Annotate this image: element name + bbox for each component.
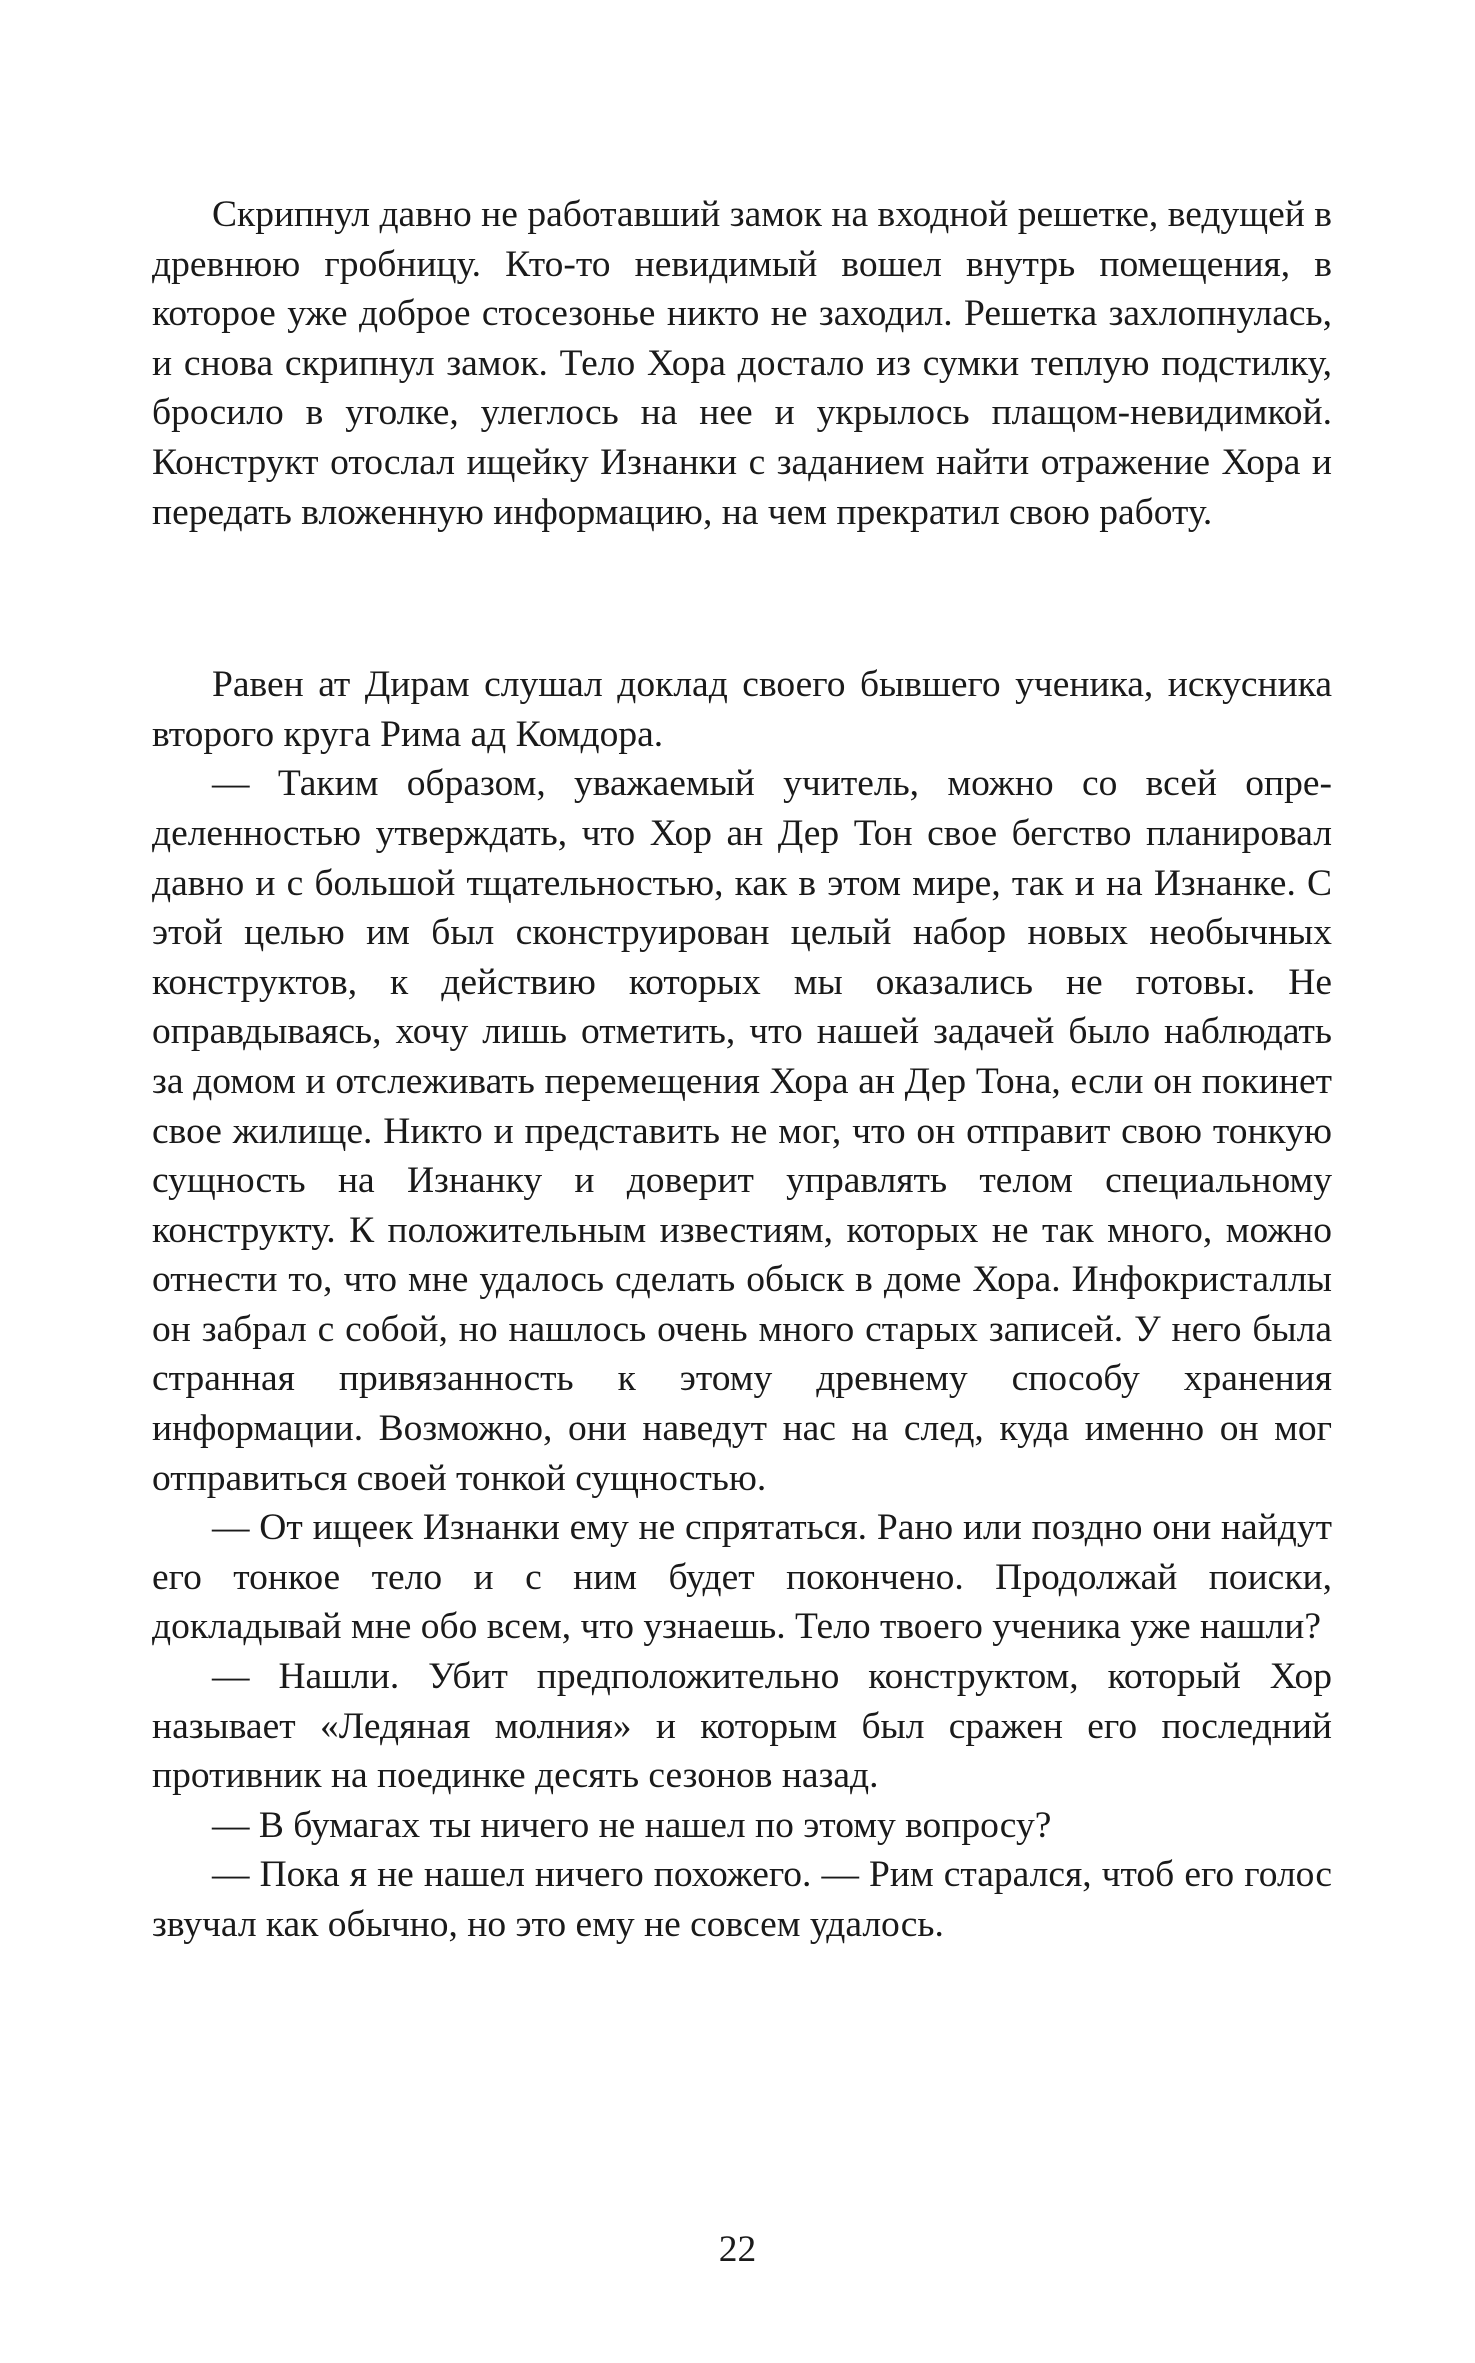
dialogue-paragraph: — Таким образом, уважаемый учитель, можно со всей определенностью утверждать, что Хор ан Дер Тон свое бегство планировал давно и с большой тщательностью, как в этом мире, так и на Изнанке. С этой целью им был сконструирован целый набор новых необычных конструктов, к действию которых мы оказались не готовы. Не оправдываясь, хочу лишь отметить, что нашей задачей было наблюдать за домом и отслеживать перемещения Хора ан Дер Тона, если он покинет свое жилище. Никто и представить не мог, что он отправит свою тонкую сущность на Изнанку и доверит управлять телом специальному конструкту. К положительным известиям, которых не так много, можно отнести то, что мне удалось сделать обыск в доме Хора. Инфокристаллы он забрал с собой, но нашлось очень много старых записей. У него была странная привязанность к этому древнему способу хранения информации. Возможно, они наведут нас на след, куда именно он мог отправиться своей тонкой сущностью.: [152, 763, 1332, 1499]
dialogue-paragraph: — Нашли. Убит предположительно конструктом, который Хор называет «Ледяная молния» и которым был сражен его последний противник на поединке десять сезонов назад.: [152, 1656, 1332, 1797]
book-page-body: [152, 190, 1332, 1950]
section-break: [152, 537, 1332, 660]
section-tomb: [152, 190, 1332, 537]
page-number: 22: [718, 2229, 757, 2270]
dialogue-paragraph: — От ищеек Изнанки ему не спрятаться. Рано или поздно они найдут его тонкое тело и с ним будет покончено. Продолжай поиски, докладывай мне обо всем, что узнаешь. Тело твоего ученика уже нашли?: [152, 1507, 1332, 1648]
paragraph: Скрипнул давно не работавший замок на входной решетке, ведущей в древнюю гробницу. Кто-то невидимый вошел внутрь помещения, в которое уже доброе стосезонье никто не заходил. Решетка захлопнулась, и снова скрипнул замок. Тело Хора достало из сумки теплую подстилку, бросило в уголке, улеглось на нее и укрылось плащом-невидимкой. Конструкт отослал ищейку Изнанки с заданием найти отражение Хора и передать вложенную информацию, на чем прекратил свою работу.: [152, 194, 1332, 533]
section-report: [152, 660, 1332, 1949]
paragraph: Равен ат Дирам слушал доклад своего бывшего ученика, искусника второго круга Рима ад Комдора.: [152, 664, 1332, 755]
dialogue-paragraph: — В бумагах ты ничего не нашел по этому вопросу?: [212, 1804, 1052, 1846]
dialogue-paragraph: — Пока я не нашел ничего похожего. — Рим старался, чтоб его голос звучал как обычно, но это ему не совсем удалось.: [152, 1854, 1332, 1945]
